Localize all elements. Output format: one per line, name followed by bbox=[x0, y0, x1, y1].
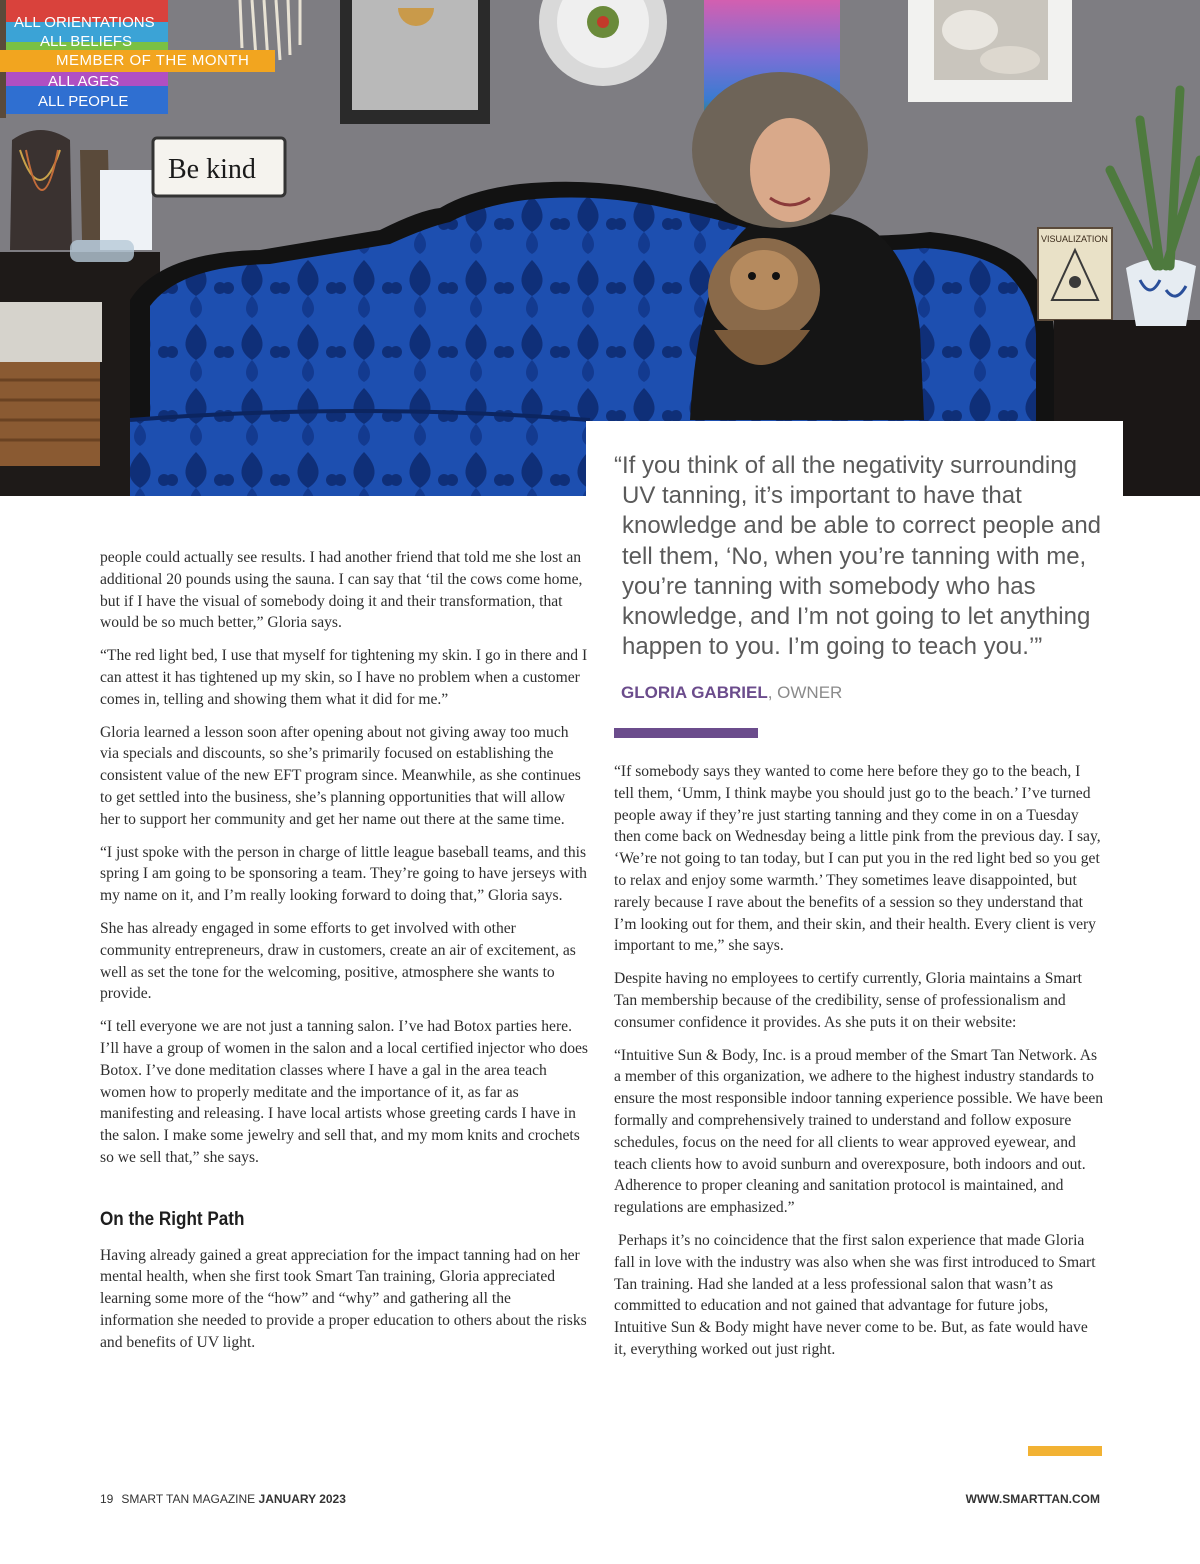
page-footer bbox=[100, 1492, 1100, 1508]
member-of-the-month-banner: MEMBER OF THE MONTH bbox=[0, 50, 275, 72]
paragraph: “Intuitive Sun & Body, Inc. is a proud member of the Smart Tan Network. As a member of this organization, we adhere to the highest industry standards to ensure the most responsible indoor tanning experience possible. We have been formally and comprehensively trained to understand and follow exposure schedules, focus on the need for all clients to wear approved eyewear, and teach clients how to avoid sunburn and overexposure, both indoors and out. Adherence to proper cleaning and sanitation protocol is maintained, and regulations are emphasized.” bbox=[614, 1046, 1104, 1217]
orange-end-mark bbox=[1028, 1446, 1102, 1456]
attribution-title: , OWNER bbox=[767, 683, 843, 702]
left-column bbox=[100, 547, 588, 1365]
paragraph: Perhaps it’s no coincidence that the first salon experience that made Gloria fall in love with the industry was also when she was first introduced to Smart Tan training. Had she landed at a less professional salon that wasn’t as committed to education and not gained that advantage for future jobs, Intuitive Sun & Body might have never come to be. But, as fate would have it, everything worked out just right. bbox=[614, 1231, 1096, 1358]
wall-mirror bbox=[340, 0, 490, 124]
purple-accent-bar bbox=[614, 728, 758, 738]
sign-line: ALL AGES bbox=[48, 73, 120, 90]
sign-line: ALL PEOPLE bbox=[38, 93, 129, 110]
pull-quote bbox=[586, 421, 1123, 741]
paragraph: She has already engaged in some efforts to get involved with other community entrepreneurs, draw in customers, create an air of excitement, as well as set the tone for the welcoming, positive, atmosphere she wants to provide. bbox=[100, 919, 576, 1003]
sign-line: ALL BELIEFS bbox=[40, 33, 132, 50]
paragraph: Despite having no employees to certify currently, Gloria maintains a Smart Tan membership because of the credibility, sense of professionalism and consumer confidence it provides. As she puts it on their website: bbox=[614, 970, 1082, 1031]
visualization-plaque bbox=[1038, 228, 1112, 320]
paragraph: “If somebody says they wanted to come here before they go to the beach, I tell them, ‘Umm, I think maybe you should just go to the beach.’ I’ve turned people away if they’re just starting tanning and they come in on a Tuesday then come back on Wednesday being a little pink from the previous day. I say, ‘We’re not going to tan today, but I can put you in the red light bed so you get to relax and enjoy some warmth.’ They sometimes leave disappointed, but rarely because I rave about the benefits of a session so they understand that I’m looking out for them, and their skin, and their health. Every client is very important to me,” she says. bbox=[614, 763, 1101, 955]
sign-line: ALL ORIENTATIONS bbox=[14, 14, 155, 31]
pull-quote-text: “If you think of all the negativity surrounding UV tanning, it’s important to have that knowledge and be able to correct people and tell them, ‘No, when you’re tanning with me, you’re tanning with somebody who has knowledge, and I’m not going to let anything happen to you. I’m going to teach you.’” bbox=[614, 452, 1102, 661]
paragraph: Having already gained a great appreciation for the impact tanning had on her mental health, when she first took Smart Tan training, Gloria appreciated learning some more of the “how” and “why” and gathering all the information she needed to provide a proper education to others about the risks and benefits of UV light. bbox=[100, 1246, 587, 1351]
paragraph: “I tell everyone we are not just a tanning salon. I’ve had Botox parties here. I’ll have a group of women in the salon and a local certified injector who does Botox. I’ve done meditation classes where I have a gal in the area teach women how to properly meditate and the importance of it, as far as manifesting and releasing. I have local artists whose greeting cards I have in the salon. I make some jewelry and sell that, and my mom knits and crochets so we sell that,” she says. bbox=[100, 1018, 589, 1166]
paragraph: “I just spoke with the person in charge of little league baseball teams, and this spring I am going to be sponsoring a team. They’re going to have jerseys with my name on it, and I’m really looking forward to doing that,” Gloria says. bbox=[100, 843, 587, 905]
right-column bbox=[614, 761, 1104, 1372]
paragraph: Gloria learned a lesson soon after opening about not giving away too much via specials and discounts, so she’s primarily focused on establishing the consistent value of the new EFT program since. Meanwhile, as she continues to get settled into the business, she’s planning opportunities that will allow her to support her community and get her name out there at the same time. bbox=[100, 723, 581, 828]
section-subhead: On the Right Path bbox=[100, 1208, 245, 1230]
paragraph: people could actually see results. I had another friend that told me she lost an additional 20 pounds using the sauna. I can say that ‘til the cows come home, but if I have the visual of somebody doing it and their transformation, that would be so much better,” Gloria says. bbox=[100, 549, 583, 632]
website-link[interactable]: WWW.SMARTTAN.COM bbox=[965, 1492, 1100, 1506]
attribution-name: GLORIA GABRIEL bbox=[621, 683, 768, 702]
stones-picture bbox=[908, 0, 1072, 102]
issue-date: JANUARY 2023 bbox=[258, 1492, 346, 1506]
pull-quote-attribution bbox=[621, 683, 842, 703]
be-kind-text: Be kind bbox=[168, 154, 256, 185]
paragraph: “The red light bed, I use that myself for tightening my skin. I go in there and I can attest it has tightened up my skin, so I have no problem when a customer comes in, telling and showing them what it did for me.” bbox=[100, 647, 588, 708]
magazine-name: SMART TAN MAGAZINE bbox=[121, 1492, 256, 1506]
be-kind-sign bbox=[153, 138, 285, 196]
plaque-text: VISUALIZATION bbox=[1041, 234, 1108, 244]
page-number: 19 bbox=[100, 1492, 114, 1506]
footer-left bbox=[100, 1492, 346, 1506]
